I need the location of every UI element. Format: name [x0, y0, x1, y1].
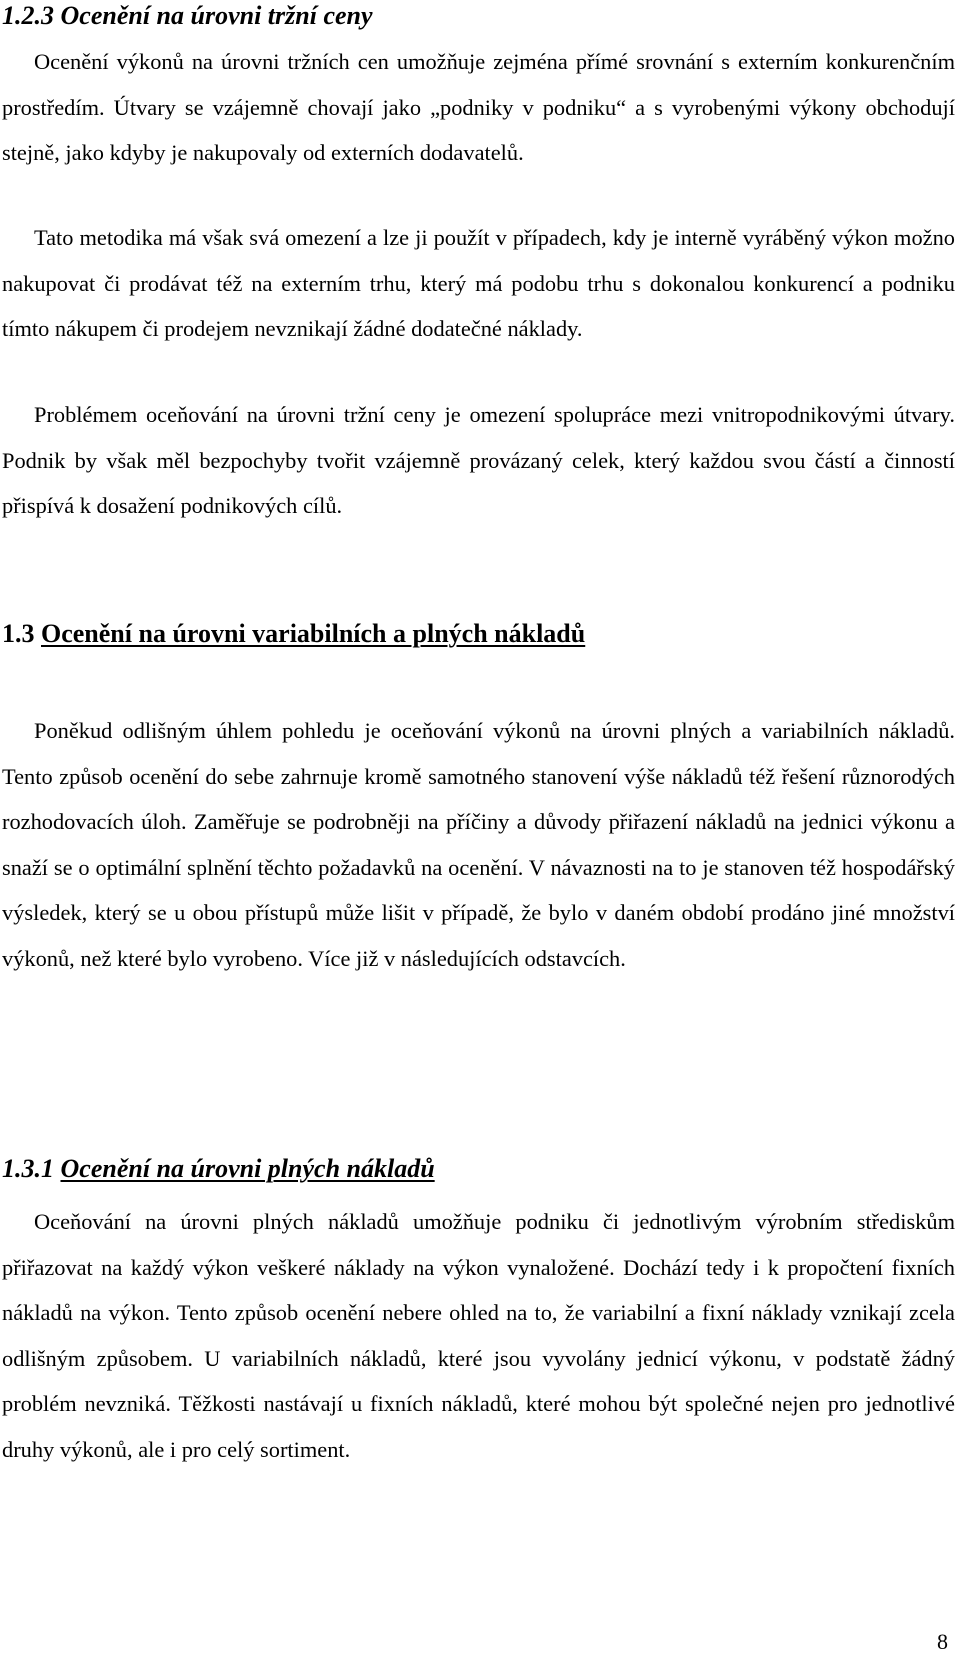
paragraph: Tato metodika má však svá omezení a lze ji použít v případech, kdy je interně vyráběný výkon možno nakupovat či prodávat též na externím trhu, který má podobu trhu s dokonalou konkurencí a podniku tímto nákupem či prodejem nevznikají žádné dodatečné náklady.: [2, 225, 955, 341]
section-heading-1-3-1: [2, 1153, 435, 1185]
section-heading-1-2-3: [2, 0, 373, 32]
section-number: 1.3.1: [2, 1154, 54, 1183]
section-number: 1.2.3: [2, 1, 54, 30]
page-number: 8: [937, 1629, 948, 1654]
section-heading-1-3: [2, 618, 585, 650]
section-title: Ocenění na úrovni tržní ceny: [60, 1, 373, 30]
section-number: 1.3: [2, 619, 35, 648]
paragraph: Poněkud odlišným úhlem pohledu je oceňování výkonů na úrovni plných a variabilních nákladů. Tento způsob ocenění do sebe zahrnuje kromě samotného stanovení výše nákladů též řešení různorodých rozhodovacích úloh. Zaměřuje se podrobněji na příčiny a důvody přiřazení nákladů na jednici výkonu a snaží se o optimální splnění těchto požadavků na ocenění. V návaznosti na to je stanoven též hospodářský výsledek, který se u obou přístupů může lišit v případě, že bylo v daném období prodáno jiné množství výkonů, než které bylo vyrobeno. Více již v následujících odstavcích.: [2, 718, 955, 971]
section-title: Ocenění na úrovni plných nákladů: [60, 1154, 435, 1183]
paragraph: Ocenění výkonů na úrovni tržních cen umožňuje zejména přímé srovnání s externím konkurenčním prostředím. Útvary se vzájemně chovají jako „podniky v podniku“ a s vyrobenými výkony obchodují stejně, jako kdyby je nakupovaly od externích dodavatelů.: [2, 49, 955, 165]
section-title: Ocenění na úrovni variabilních a plných nákladů: [41, 619, 586, 648]
paragraph: Oceňování na úrovni plných nákladů umožňuje podniku či jednotlivým výrobním střediskům přiřazovat na každý výkon veškeré náklady na výkon vynaložené. Dochází tedy i k propočtení fixních nákladů na výkon. Tento způsob ocenění nebere ohled na to, že variabilní a fixní náklady vznikají zcela odlišným způsobem. U variabilních nákladů, které jsou vyvolány jednicí výkonu, v podstatě žádný problém nevzniká. Těžkosti nastávají u fixních nákladů, které mohou být společné nejen pro jednotlivé druhy výkonů, ale i pro celý sortiment.: [2, 1209, 955, 1462]
paragraph: Problémem oceňování na úrovni tržní ceny je omezení spolupráce mezi vnitropodnikovými útvary. Podnik by však měl bezpochyby tvořit vzájemně provázaný celek, který každou svou částí a činností přispívá k dosažení podnikových cílů.: [2, 402, 955, 518]
